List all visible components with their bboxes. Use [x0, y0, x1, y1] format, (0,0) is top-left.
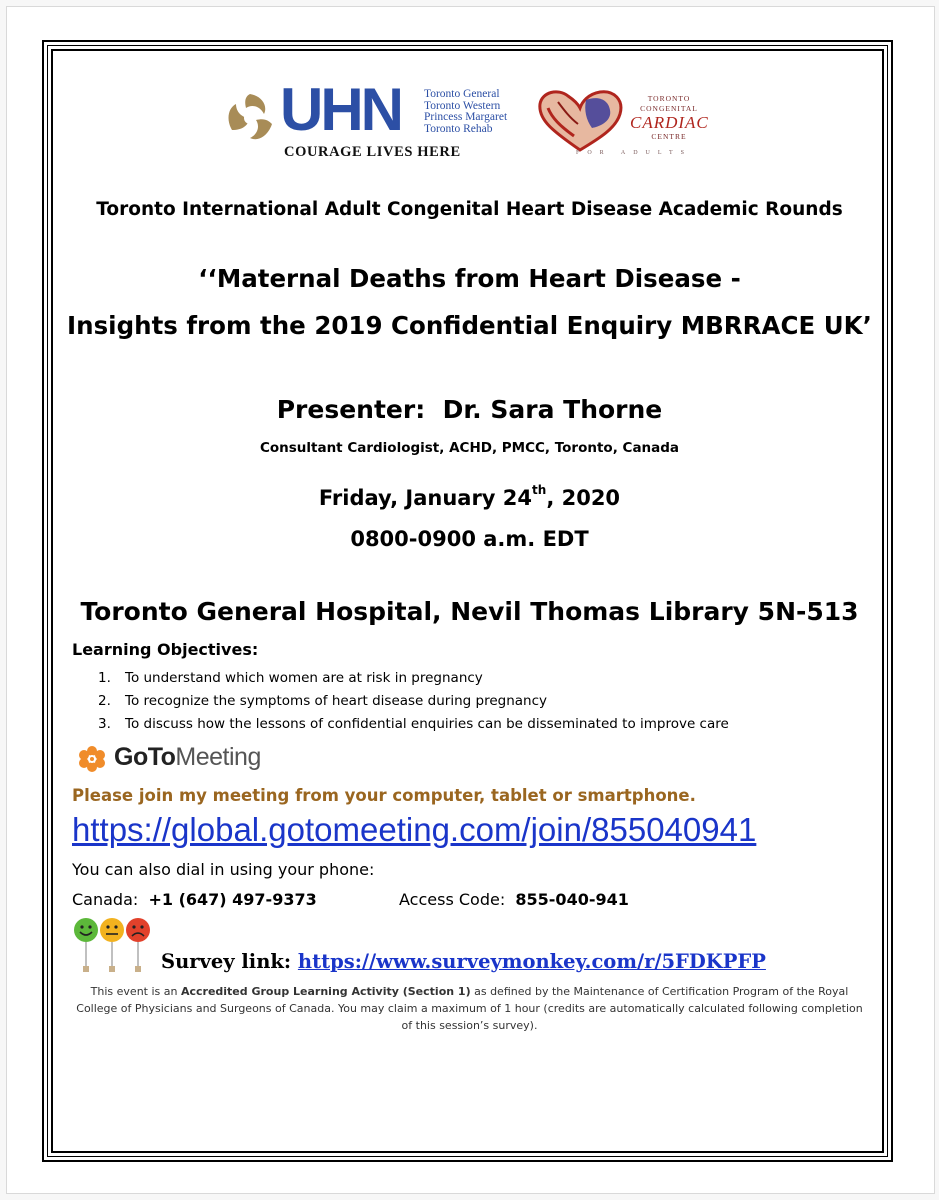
survey-label: Survey link: — [161, 950, 292, 973]
talk-title-line2: Insights from the 2019 Confidential Enquiry MBRRACE UK’ — [67, 311, 872, 340]
uhn-wordmark: UHN — [280, 76, 401, 143]
cardiac-line: CENTRE — [651, 132, 687, 141]
event-location: Toronto General Hospital, Nevil Thomas Library 5N-513 — [80, 597, 859, 626]
access-code-value: 855-040-941 — [515, 890, 629, 909]
uhn-hospital: Toronto Rehab — [424, 122, 493, 135]
uhn-swirl-icon — [222, 90, 278, 146]
uhn-hospital: Toronto Western — [424, 99, 501, 112]
event-time: 0800-0900 a.m. EDT — [350, 527, 589, 551]
cardiac-centre-name — [630, 94, 708, 142]
gotomeeting-flower-icon — [78, 745, 106, 773]
meeting-link[interactable]: https://global.gotomeeting.com/join/855040941 — [72, 811, 757, 848]
date-year: , 2020 — [546, 486, 621, 510]
canada-label: Canada: — [72, 890, 139, 909]
survey-link[interactable]: https://www.surveymonkey.com/r/5FDKPFP — [297, 950, 766, 973]
cardiac-centre-logo — [534, 88, 714, 160]
gotomeeting-logo — [78, 743, 278, 775]
gotomeeting-wordmark — [114, 743, 261, 772]
heart-icon — [534, 88, 626, 154]
event-date — [0, 483, 939, 510]
uhn-hospital-list — [424, 89, 507, 135]
cardiac-line: TORONTO — [647, 94, 691, 103]
presenter-label: Presenter: — [276, 395, 426, 424]
item-text: To understand which women are at risk in pregnancy — [125, 670, 483, 686]
cardiac-line: CONGENITAL — [640, 104, 698, 113]
rounds-title: Toronto International Adult Congenital Heart Disease Academic Rounds — [96, 199, 843, 220]
join-instructions: Please join my meeting from your computer, tablet or smartphone. — [72, 786, 696, 805]
objectives-list — [98, 667, 729, 736]
canada-number: +1 (647) 497-9373 — [148, 890, 317, 909]
cardiac-line: CARDIAC — [630, 113, 709, 132]
uhn-hospital: Princess Margaret — [424, 111, 508, 123]
list-item — [98, 713, 729, 736]
brand-bold: GoTo — [114, 743, 176, 771]
objectives-heading: Learning Objectives: — [72, 640, 259, 659]
uhn-hospital: Toronto General — [424, 88, 500, 100]
accreditation-text: as defined by the Maintenance of Certification Program of the Royal College of Physicians and Surgeons of Canada. You may claim a maximum of 1 hour (credits are automatically calculated following completion of this session’s survey). — [76, 985, 863, 1032]
dial-in-text: You can also dial in using your phone: — [72, 860, 375, 879]
uhn-tagline: COURAGE LIVES HERE — [284, 144, 461, 160]
access-label: Access Code: — [399, 890, 506, 909]
presenter-role: Consultant Cardiologist, ACHD, PMCC, Toronto, Canada — [259, 440, 680, 456]
item-text: To recognize the symptoms of heart disease during pregnancy — [125, 693, 547, 709]
uhn-logo — [222, 76, 527, 162]
presenter-name: Dr. Sara Thorne — [442, 395, 663, 424]
presenter-line — [0, 395, 939, 424]
brand-rest: Meeting — [175, 743, 261, 771]
canada-phone — [72, 890, 317, 909]
item-number: 2. — [98, 693, 111, 709]
accreditation-bold: Accredited Group Learning Activity (Section 1) — [180, 985, 471, 998]
date-prefix: Friday, January 24 — [318, 486, 533, 510]
accreditation-note — [72, 983, 867, 1034]
survey-line — [161, 950, 766, 973]
talk-title-line1: ‘‘Maternal Deaths from Heart Disease - — [198, 264, 741, 293]
list-item — [98, 690, 729, 713]
survey-smileys-icon — [72, 916, 152, 976]
item-number: 1. — [98, 670, 111, 686]
item-text: To discuss how the lessons of confidential enquiries can be disseminated to improve care — [125, 716, 729, 732]
item-number: 3. — [98, 716, 111, 732]
list-item — [98, 667, 729, 690]
date-suffix-sup: th — [532, 483, 547, 497]
accreditation-text: This event is an — [90, 985, 181, 998]
cardiac-for-adults: FOR ADULTS — [576, 150, 692, 156]
access-code — [399, 890, 629, 909]
